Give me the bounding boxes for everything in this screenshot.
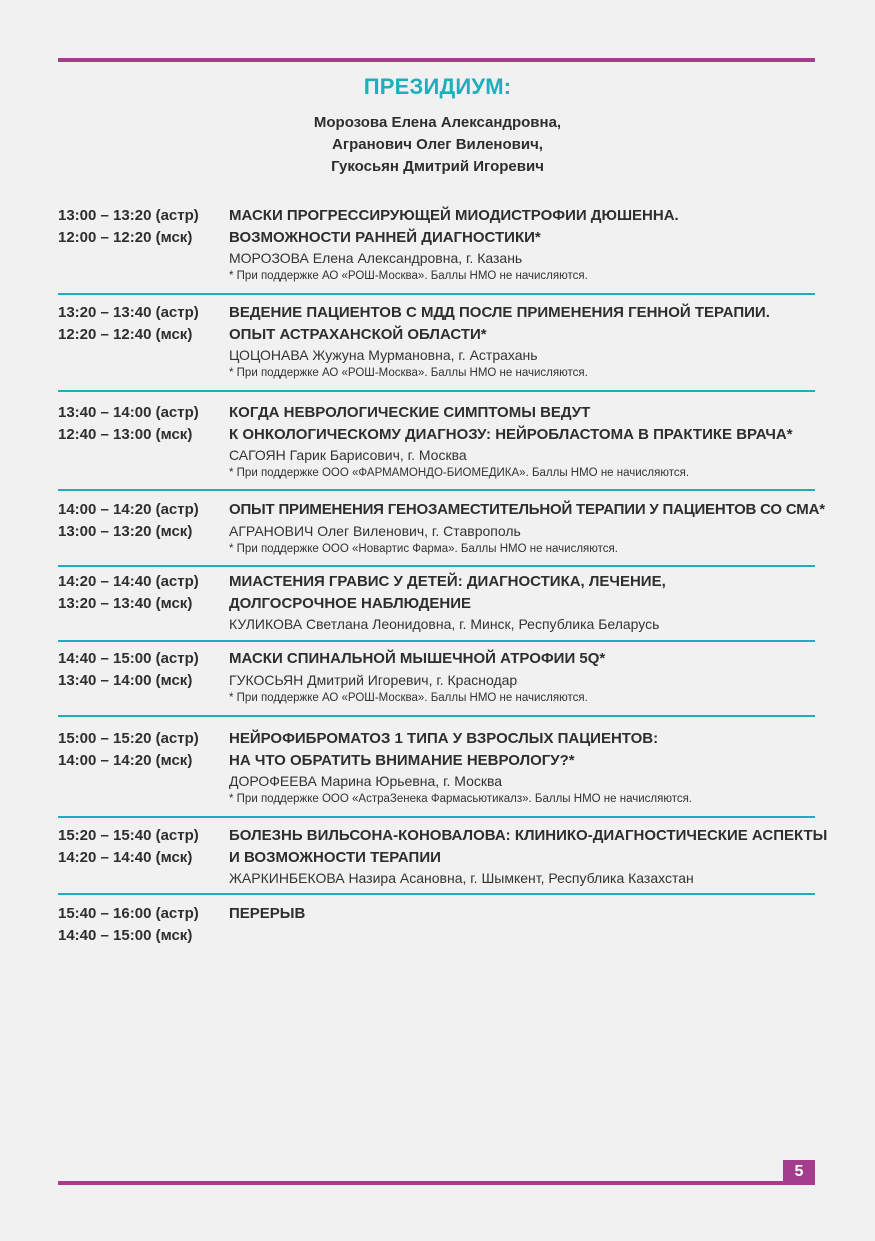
- program-session: [58, 302, 815, 392]
- session-time: [58, 571, 223, 614]
- talk-title-line: ОПЫТ ПРИМЕНЕНИЯ ГЕНОЗАМЕСТИТЕЛЬНОЙ ТЕРАПИИ У ПАЦИЕНТОВ СО СМА*: [229, 501, 825, 518]
- program-session: [58, 205, 815, 295]
- time-msk: 13:20 – 13:40 (мск): [58, 594, 193, 612]
- presidium-title: ПРЕЗИДИУМ:: [363, 74, 512, 99]
- talk-title-line: ВОЗМОЖНОСТИ РАННЕЙ ДИАГНОСТИКИ*: [229, 228, 541, 246]
- time-msk: 12:00 – 12:20 (мск): [58, 228, 193, 246]
- session-time: [58, 648, 223, 691]
- time-astr: 15:40 – 16:00 (астр): [58, 905, 199, 922]
- time-astr: 13:40 – 14:00 (астр): [58, 404, 199, 421]
- talk-title-line: И ВОЗМОЖНОСТИ ТЕРАПИИ: [229, 848, 441, 866]
- presidium-name: Гукосьян Дмитрий Игоревич: [331, 158, 544, 175]
- session-time: [58, 903, 223, 946]
- speaker: ЖАРКИНБЕКОВА Назира Асановна, г. Шымкент, Республика Казахстан: [229, 870, 694, 886]
- time-astr: 13:20 – 13:40 (астр): [58, 304, 199, 321]
- sponsor-note: * При поддержке АО «РОШ-Москва». Баллы НМО не начисляются.: [229, 367, 588, 379]
- session-time: [58, 402, 223, 445]
- time-astr: 15:20 – 15:40 (астр): [58, 827, 199, 844]
- talk-title-line: МАСКИ СПИНАЛЬНОЙ МЫШЕЧНОЙ АТРОФИИ 5Q*: [229, 650, 606, 667]
- presidium-names: [0, 112, 875, 178]
- time-msk: 13:00 – 13:20 (мск): [58, 522, 193, 540]
- program-session: [58, 825, 828, 895]
- time-msk: 14:40 – 15:00 (мск): [58, 926, 193, 944]
- page-number: 5: [783, 1160, 815, 1184]
- bottom-divider: [58, 1181, 815, 1185]
- time-astr: 14:40 – 15:00 (астр): [58, 650, 199, 667]
- session-time: [58, 205, 223, 248]
- top-divider: [58, 58, 815, 62]
- session-time: [58, 728, 223, 771]
- sponsor-note: * При поддержке АО «РОШ-Москва». Баллы НМО не начисляются.: [229, 691, 588, 704]
- sponsor-note: * При поддержке ООО «Новартис Фарма». Баллы НМО не начисляются.: [229, 542, 618, 555]
- time-astr: 14:20 – 14:40 (астр): [58, 573, 199, 590]
- talk-title-line: ВЕДЕНИЕ ПАЦИЕНТОВ С МДД ПОСЛЕ ПРИМЕНЕНИЯ ГЕННОЙ ТЕРАПИИ.: [229, 304, 770, 321]
- talk-title-line: ДОЛГОСРОЧНОЕ НАБЛЮДЕНИЕ: [229, 594, 471, 612]
- speaker: МОРОЗОВА Елена Александровна, г. Казань: [229, 250, 523, 266]
- talk-title-line: ОПЫТ АСТРАХАНСКОЙ ОБЛАСТИ*: [229, 325, 487, 343]
- talk-title-line: ПЕРЕРЫВ: [229, 905, 306, 922]
- program-session: [58, 648, 815, 717]
- time-msk: 12:40 – 13:00 (мск): [58, 425, 193, 443]
- talk-title-line: НА ЧТО ОБРАТИТЬ ВНИМАНИЕ НЕВРОЛОГУ?*: [229, 751, 575, 769]
- session-time: [58, 499, 223, 542]
- talk-title-line: К ОНКОЛОГИЧЕСКОМУ ДИАГНОЗУ: НЕЙРОБЛАСТОМА В ПРАКТИКЕ ВРАЧА*: [229, 425, 793, 443]
- talk-title-line: МАСКИ ПРОГРЕССИРУЮЩЕЙ МИОДИСТРОФИИ ДЮШЕННА.: [229, 207, 679, 224]
- program-session: [58, 402, 815, 491]
- speaker: САГОЯН Гарик Барисович, г. Москва: [229, 447, 467, 463]
- time-astr: 15:00 – 15:20 (астр): [58, 730, 199, 747]
- program-session: [58, 499, 825, 567]
- time-msk: 13:40 – 14:00 (мск): [58, 671, 193, 689]
- talk-title-line: КОГДА НЕВРОЛОГИЧЕСКИЕ СИМПТОМЫ ВЕДУТ: [229, 404, 591, 421]
- time-msk: 12:20 – 12:40 (мск): [58, 325, 193, 343]
- speaker: КУЛИКОВА Светлана Леонидовна, г. Минск, Республика Беларусь: [229, 616, 660, 632]
- speaker: АГРАНОВИЧ Олег Виленович, г. Ставрополь: [229, 522, 521, 539]
- speaker: ДОРОФЕЕВА Марина Юрьевна, г. Москва: [229, 773, 503, 789]
- talk-title-line: БОЛЕЗНЬ ВИЛЬСОНА-КОНОВАЛОВА: КЛИНИКО-ДИАГНОСТИЧЕСКИЕ АСПЕКТЫ: [229, 827, 828, 844]
- time-msk: 14:20 – 14:40 (мск): [58, 848, 193, 866]
- speaker: ГУКОСЬЯН Дмитрий Игоревич, г. Краснодар: [229, 671, 518, 688]
- speaker: ЦОЦОНАВА Жужуна Мурмановна, г. Астрахань: [229, 347, 538, 363]
- talk-title-line: НЕЙРОФИБРОМАТОЗ 1 ТИПА У ВЗРОСЛЫХ ПАЦИЕНТОВ:: [229, 730, 659, 747]
- sponsor-note: * При поддержке ООО «АстраЗенека Фармасьютикалз». Баллы НМО не начисляются.: [229, 793, 693, 805]
- presidium-name: Морозова Елена Александровна,: [313, 114, 562, 131]
- presidium-name: Агранович Олег Виленович,: [332, 136, 543, 153]
- session-time: [58, 825, 223, 868]
- program-session: [58, 903, 815, 949]
- talk-title-line: МИАСТЕНИЯ ГРАВИС У ДЕТЕЙ: ДИАГНОСТИКА, ЛЕЧЕНИЕ,: [229, 573, 666, 590]
- time-astr: 13:00 – 13:20 (астр): [58, 207, 199, 224]
- time-astr: 14:00 – 14:20 (астр): [58, 501, 199, 518]
- program-session: [58, 728, 815, 818]
- time-msk: 14:00 – 14:20 (мск): [58, 751, 193, 769]
- sponsor-note: * При поддержке АО «РОШ-Москва». Баллы НМО не начисляются.: [229, 270, 588, 282]
- sponsor-note: * При поддержке ООО «ФАРМАМОНДО-БИОМЕДИКА». Баллы НМО не начисляются.: [229, 467, 690, 479]
- session-time: [58, 302, 223, 345]
- program-session: [58, 571, 815, 642]
